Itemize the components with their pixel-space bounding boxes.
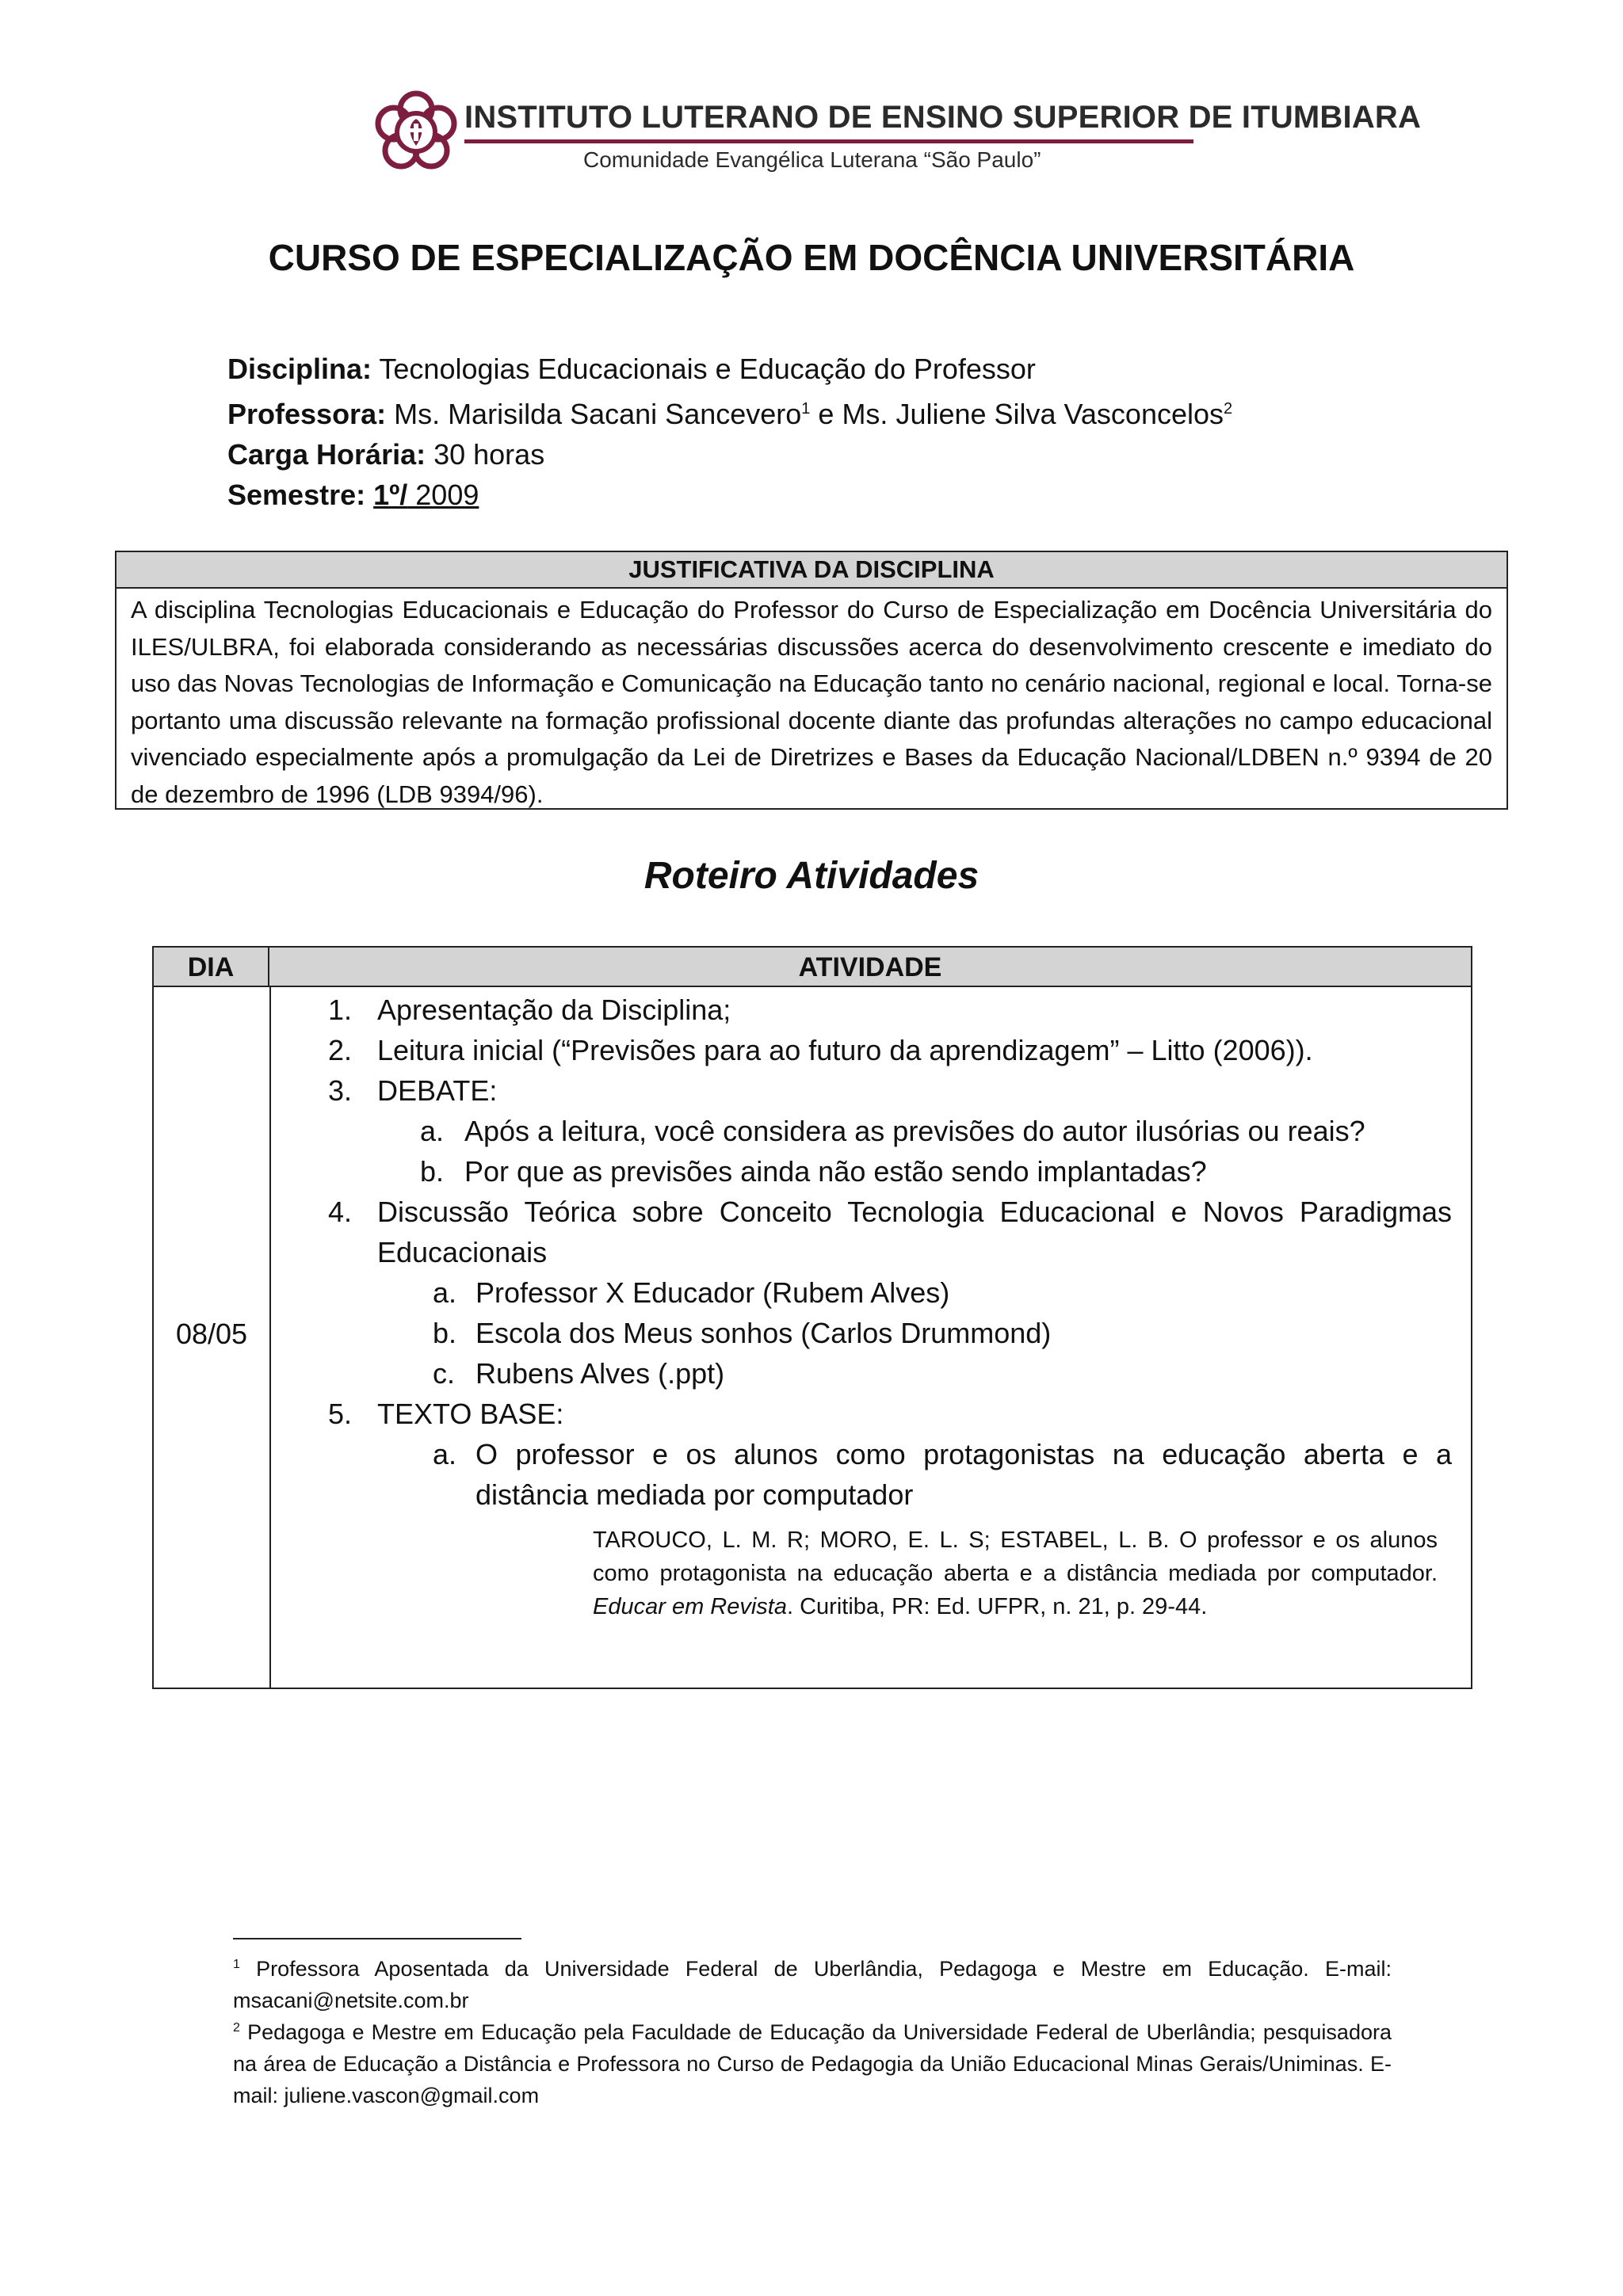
column-header-atividade: ATIVIDADE — [269, 948, 1471, 987]
institution-name: INSTITUTO LUTERANO DE ENSINO SUPERIOR DE ITUMBIARA — [464, 100, 1422, 135]
list-item: DEBATE: — [377, 1074, 498, 1107]
institution-subtitle: Comunidade Evangélica Luterana “São Paulo” — [583, 147, 1041, 172]
list-subitem: Escola dos Meus sonhos (Carlos Drummond) — [475, 1317, 1052, 1349]
course-title: CURSO DE ESPECIALIZAÇÃO EM DOCÊNCIA UNIVERSITÁRIA — [268, 237, 1355, 278]
activities-table — [152, 946, 1472, 1689]
list-item: Apresentação da Disciplina; — [377, 994, 731, 1026]
roteiro-title: Roteiro Atividades — [643, 855, 980, 897]
day-cell: 08/05 — [175, 1318, 248, 1350]
bibliographic-reference: TAROUCO, L. M. R; MORO, E. L. S; ESTABEL, L. B. O professor e os alunos como protagonista na educação aberta e a distância mediada por computador. Educar em Revista. Curitiba, PR: Ed. UFPR, n. 21, p. 29-44. — [593, 1527, 1438, 1619]
info-professora: Professora: Ms. Marisilda Sacani Sancevero$^1$ e Ms. Juliene Silva Vasconcelos$^2$ — [227, 398, 1233, 430]
list-number: 1. — [328, 994, 353, 1026]
info-disciplina: Disciplina: Tecnologias Educacionais e Educação do Professor — [227, 353, 1036, 385]
column-header-dia: DIA — [154, 948, 269, 987]
footnote-ref-2: 2 — [1224, 400, 1233, 418]
footnote-2: $^2$ Pedagoga e Mestre em Educação pela Faculdade de Educação da Universidade Federal de Uberlândia; pesquisadora na área de Educação a Distância e Professora no Curso de Pedagogia da União Educacional Minas Gerais/Uniminas. E-mail: juliene.vascon@gmail.com — [233, 2020, 1392, 2107]
footnote-rule — [233, 1938, 521, 1939]
justificativa-box — [115, 551, 1508, 810]
list-subitem: O professor e os alunos como protagonistas na educação aberta e a — [475, 1438, 1452, 1470]
header-rule — [464, 139, 1193, 143]
list-number: 2. — [328, 1034, 353, 1066]
list-number: 4. — [328, 1196, 353, 1228]
list-letter: a. — [433, 1438, 457, 1470]
lutheran-rose-icon — [372, 89, 460, 176]
info-carga-horaria: Carga Horária: 30 horas — [227, 438, 545, 471]
list-letter: a. — [420, 1115, 445, 1147]
list-letter: c. — [433, 1357, 456, 1390]
footnote-1: $^1$ Professora Aposentada da Universidade Federal de Uberlândia, Pedagoga e Mestre em Educação. E-mail: msacani@netsite.com.br — [233, 1957, 1392, 2012]
list-item: Leitura inicial (“Previsões para ao futuro da aprendizagem” – Litto (2006)). — [377, 1034, 1313, 1066]
list-subitem: Por que as previsões ainda não estão sendo implantadas? — [464, 1155, 1207, 1188]
list-subitem-continuation: distância mediada por computador — [475, 1478, 914, 1511]
institution-header — [372, 89, 1422, 184]
list-subitem: Professor X Educador (Rubem Alves) — [475, 1276, 950, 1309]
justificativa-text: A disciplina Tecnologias Educacionais e Educação do Professor do Curso de Especialização em Docência Universitária do ILES/ULBRA, foi elaborada considerando as necessárias discussões acerca do desenvolvimento crescente e imediato do uso das Novas Tecnologias de Informação e Comunicação na Educação tanto no cenário nacional, regional e local. Torna-se portanto uma discussão relevante na formação profissional docente diante das profundas alterações no campo educacional vivenciado especialmente após a promulgação da Lei de Diretrizes e Bases da Educação Nacional/LDBEN n.º 9394 de 20 de dezembro de 1996 (LDB 9394/96). — [131, 596, 1492, 808]
info-semestre: Semestre: 1º/ 2009 — [227, 479, 479, 511]
course-info — [227, 349, 1232, 515]
list-letter: b. — [433, 1317, 457, 1349]
footnote-ref-1: 1 — [801, 400, 811, 418]
list-subitem: Rubens Alves (.ppt) — [475, 1357, 725, 1390]
list-subitem: Após a leitura, você considera as previsões do autor ilusórias ou reais? — [464, 1115, 1365, 1147]
list-letter: b. — [420, 1155, 445, 1188]
column-divider — [269, 987, 271, 1688]
list-number: 5. — [328, 1398, 353, 1430]
list-number: 3. — [328, 1074, 353, 1107]
list-item-continuation: Educacionais — [377, 1236, 548, 1268]
list-item: TEXTO BASE: — [377, 1398, 564, 1430]
list-item: Discussão Teórica sobre Conceito Tecnologia Educacional e Novos Paradigmas — [377, 1196, 1452, 1228]
justificativa-heading: JUSTIFICATIVA DA DISCIPLINA — [116, 552, 1507, 589]
list-letter: a. — [433, 1276, 457, 1309]
